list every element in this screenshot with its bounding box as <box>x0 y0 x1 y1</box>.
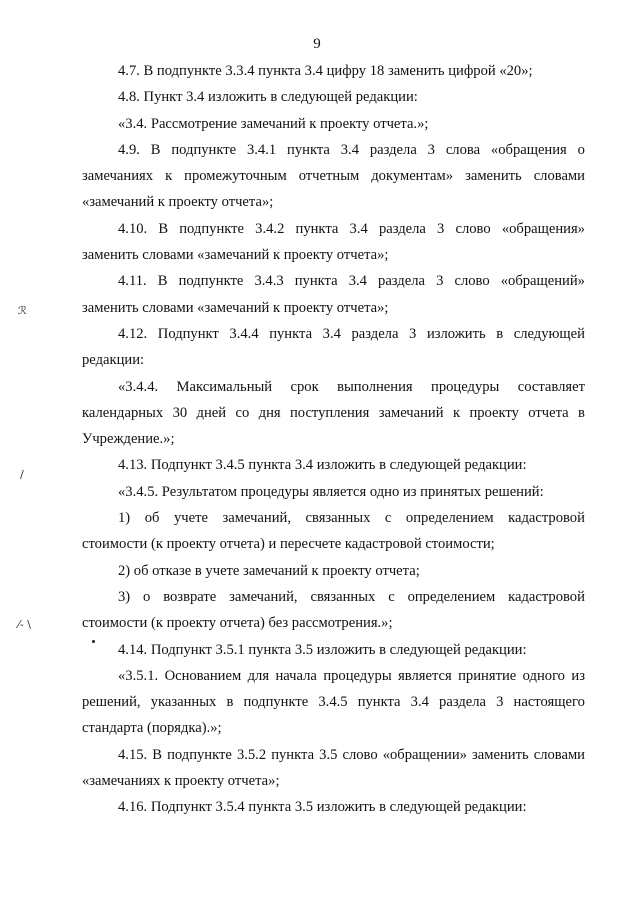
text-word: дней <box>196 404 227 421</box>
text-line-content: заменить словами «замечаний к проекту отчета»; <box>82 247 389 264</box>
text-line <box>82 137 585 163</box>
margin-scribble-mark: ℛ <box>18 304 27 317</box>
text-word: 4.15. <box>118 746 148 763</box>
text-word: раздела <box>378 273 425 290</box>
text-line-content: Учреждение.»; <box>82 431 175 448</box>
text-line <box>82 689 585 715</box>
text-word: 4.9. <box>118 141 140 158</box>
text-line-content: стоимости (к проекту отчета) и пересчете кадастровой стоимости; <box>82 536 495 553</box>
text-word: раздела <box>439 694 486 711</box>
text-word: 3 <box>436 273 444 290</box>
text-line-content: «замечаний к проекту отчета»; <box>82 194 274 211</box>
text-word: подпункте <box>179 220 245 237</box>
text-word: В <box>152 746 162 763</box>
text-word: отчета <box>528 404 569 421</box>
text-word: словами <box>533 746 585 763</box>
margin-tick-mark: \ <box>16 468 28 481</box>
text-line-content: заменить словами «замечаний к проекту отчета»; <box>82 299 389 316</box>
text-word: изложить <box>426 325 486 342</box>
text-word: дня <box>258 404 281 421</box>
text-word: заменить <box>465 168 522 185</box>
text-word: 3.4.3 <box>254 273 284 290</box>
text-word: для <box>247 667 270 684</box>
text-word: «обращении» <box>382 746 467 763</box>
document-body <box>82 58 585 821</box>
text-word: подпункте <box>171 141 237 158</box>
text-word: связанных <box>305 510 371 527</box>
text-word: В <box>157 273 168 290</box>
text-word: определением <box>407 588 496 605</box>
text-line-content: стандарта (порядка).»; <box>82 720 222 737</box>
text-word: «обращения» <box>501 220 585 237</box>
text-word: 1) <box>118 510 131 527</box>
text-line <box>82 610 585 636</box>
text-line-content: 4.16. Подпункт 3.5.4 пункта 3.5 изложить в следующей редакции: <box>118 799 527 816</box>
text-word: слова <box>445 141 481 158</box>
text-word: принятие <box>458 667 517 684</box>
text-line-content: 4.7. В подпункте 3.3.4 пункта 3.4 цифру 18 заменить цифрой «20»; <box>118 63 533 79</box>
text-line <box>82 268 585 294</box>
text-word: раздела <box>378 220 426 237</box>
text-word: указанных <box>150 694 217 711</box>
text-line <box>82 242 585 268</box>
text-word: 3.4.2 <box>255 220 285 237</box>
text-line <box>82 374 585 400</box>
text-word: срок <box>290 378 319 395</box>
text-line <box>82 794 585 820</box>
text-word: «обращений» <box>500 273 585 290</box>
text-word: пункта <box>271 746 315 763</box>
text-word: о <box>577 141 585 158</box>
text-word: замечаний, <box>229 588 298 605</box>
text-word: проекту <box>469 404 519 421</box>
text-word: является <box>398 667 452 684</box>
text-word: 3 <box>427 141 435 158</box>
text-word: подпункте <box>178 273 244 290</box>
text-word: 4.12. <box>118 325 148 342</box>
text-word: пункта <box>294 273 338 290</box>
text-word: составляет <box>517 378 585 395</box>
text-line <box>82 479 585 505</box>
margin-dot-mark <box>92 640 95 643</box>
text-word: решений, <box>82 694 141 711</box>
text-word: 3.5.2 <box>236 746 267 763</box>
text-word: в <box>578 404 585 421</box>
text-word: 3.4.4 <box>229 325 259 342</box>
text-word: учете <box>173 510 208 527</box>
text-word: Подпункт <box>157 325 219 342</box>
text-word: пункта <box>269 325 313 342</box>
text-word: промежуточным <box>184 168 287 185</box>
text-word: документам» <box>371 168 454 185</box>
text-word: поступления <box>289 404 370 421</box>
text-word: слово <box>454 273 490 290</box>
text-line <box>82 558 585 584</box>
text-line <box>82 189 585 215</box>
text-word: 3) <box>118 588 131 605</box>
text-word: пункта <box>295 220 339 237</box>
text-word: «3.5.1. <box>118 667 159 684</box>
text-word: слово <box>455 220 491 237</box>
text-word: «обращения <box>490 141 567 158</box>
text-word: одного <box>522 667 565 684</box>
text-line <box>82 768 585 794</box>
text-word: об <box>144 510 160 527</box>
text-word: календарных <box>82 404 164 421</box>
text-word: выполнения <box>337 378 413 395</box>
text-word: о <box>143 588 151 605</box>
margin-pen-mark: ⁄‐ \ <box>18 618 32 631</box>
text-word: в <box>226 694 234 711</box>
text-line <box>82 163 585 189</box>
text-line <box>82 295 585 321</box>
text-line-content: «замечаниях к проекту отчета»; <box>82 773 280 790</box>
text-word: 30 <box>172 404 188 421</box>
text-word: пункта <box>287 141 330 158</box>
text-word: 3.4 <box>340 141 359 158</box>
text-word: из <box>571 667 585 684</box>
text-word: к <box>452 404 461 421</box>
text-line <box>82 742 585 768</box>
text-word: процедуры <box>323 667 392 684</box>
text-line <box>82 663 585 689</box>
text-word: 3.4 <box>410 694 429 711</box>
text-word: замечаний, <box>222 510 291 527</box>
text-word: связанных <box>310 588 376 605</box>
text-word: 3 <box>409 325 417 342</box>
text-word: следующей <box>513 325 585 342</box>
text-word: раздела <box>369 141 417 158</box>
text-word: Максимальный <box>176 378 273 395</box>
text-word: кадастровой <box>508 510 585 527</box>
text-word: настоящего <box>513 694 585 711</box>
text-word: с <box>384 510 392 527</box>
text-word: Основанием <box>164 667 242 684</box>
text-word: В <box>150 141 161 158</box>
text-line-content: 4.8. Пункт 3.4 изложить в следующей редакции: <box>118 89 418 106</box>
text-word: подпункте <box>167 746 232 763</box>
text-word: отчетным <box>298 168 360 185</box>
text-word: 3.4.1 <box>246 141 277 158</box>
text-word: 3.4 <box>349 220 368 237</box>
text-line <box>82 216 585 242</box>
text-line <box>82 531 585 557</box>
text-word: подпункте <box>243 694 309 711</box>
text-word: в <box>496 325 504 342</box>
text-line-content: 4.14. Подпункт 3.5.1 пункта 3.5 изложить в следующей редакции: <box>118 641 527 658</box>
text-word: 4.11. <box>118 273 147 290</box>
text-line <box>82 637 585 663</box>
text-word: кадастровой <box>508 588 585 605</box>
text-word: 3.4 <box>322 325 341 342</box>
text-line-content: редакции: <box>82 352 145 369</box>
text-line <box>82 452 585 478</box>
text-word: 4.10. <box>118 220 148 237</box>
text-word: заменить <box>472 746 529 763</box>
text-word: определением <box>405 510 494 527</box>
text-line-content: стоимости (к проекту отчета) без рассмотрения.»; <box>82 615 393 632</box>
text-line <box>82 505 585 531</box>
text-word: раздела <box>351 325 399 342</box>
text-word: 3.5 <box>319 746 338 763</box>
text-line <box>82 321 585 347</box>
text-line <box>82 111 585 137</box>
text-word: словами <box>533 168 585 185</box>
text-line-content: 4.13. Подпункт 3.4.5 пункта 3.4 изложить в следующей редакции: <box>118 457 527 474</box>
text-word: возврате <box>163 588 217 605</box>
text-word: 3 <box>437 220 445 237</box>
text-word: замечаниях <box>82 168 154 185</box>
text-word: процедуры <box>431 378 500 395</box>
text-line <box>82 400 585 426</box>
text-word: слово <box>342 746 378 763</box>
text-word: замечаний <box>378 404 444 421</box>
text-line <box>82 58 585 84</box>
text-line <box>82 715 585 741</box>
text-word: с <box>388 588 395 605</box>
text-line-content: «3.4. Рассмотрение замечаний к проекту отчета.»; <box>118 115 429 132</box>
text-word: к <box>165 168 173 185</box>
text-line <box>82 84 585 110</box>
text-word: начала <box>275 667 317 684</box>
text-line <box>82 584 585 610</box>
text-line-content: 2) об отказе в учете замечаний к проекту отчета; <box>118 562 420 579</box>
text-word: со <box>235 404 250 421</box>
text-word: «3.4.4. <box>118 378 159 395</box>
text-word: В <box>158 220 169 237</box>
text-word: 3.4.5 <box>318 694 348 711</box>
text-line <box>82 426 585 452</box>
page-number: 9 <box>313 36 321 52</box>
text-word: 3 <box>496 694 504 711</box>
text-word: 3.4 <box>348 273 367 290</box>
text-word: пункта <box>357 694 401 711</box>
text-line-content: «3.4.5. Результатом процедуры является одно из принятых решений: <box>118 483 544 500</box>
text-line <box>82 347 585 373</box>
